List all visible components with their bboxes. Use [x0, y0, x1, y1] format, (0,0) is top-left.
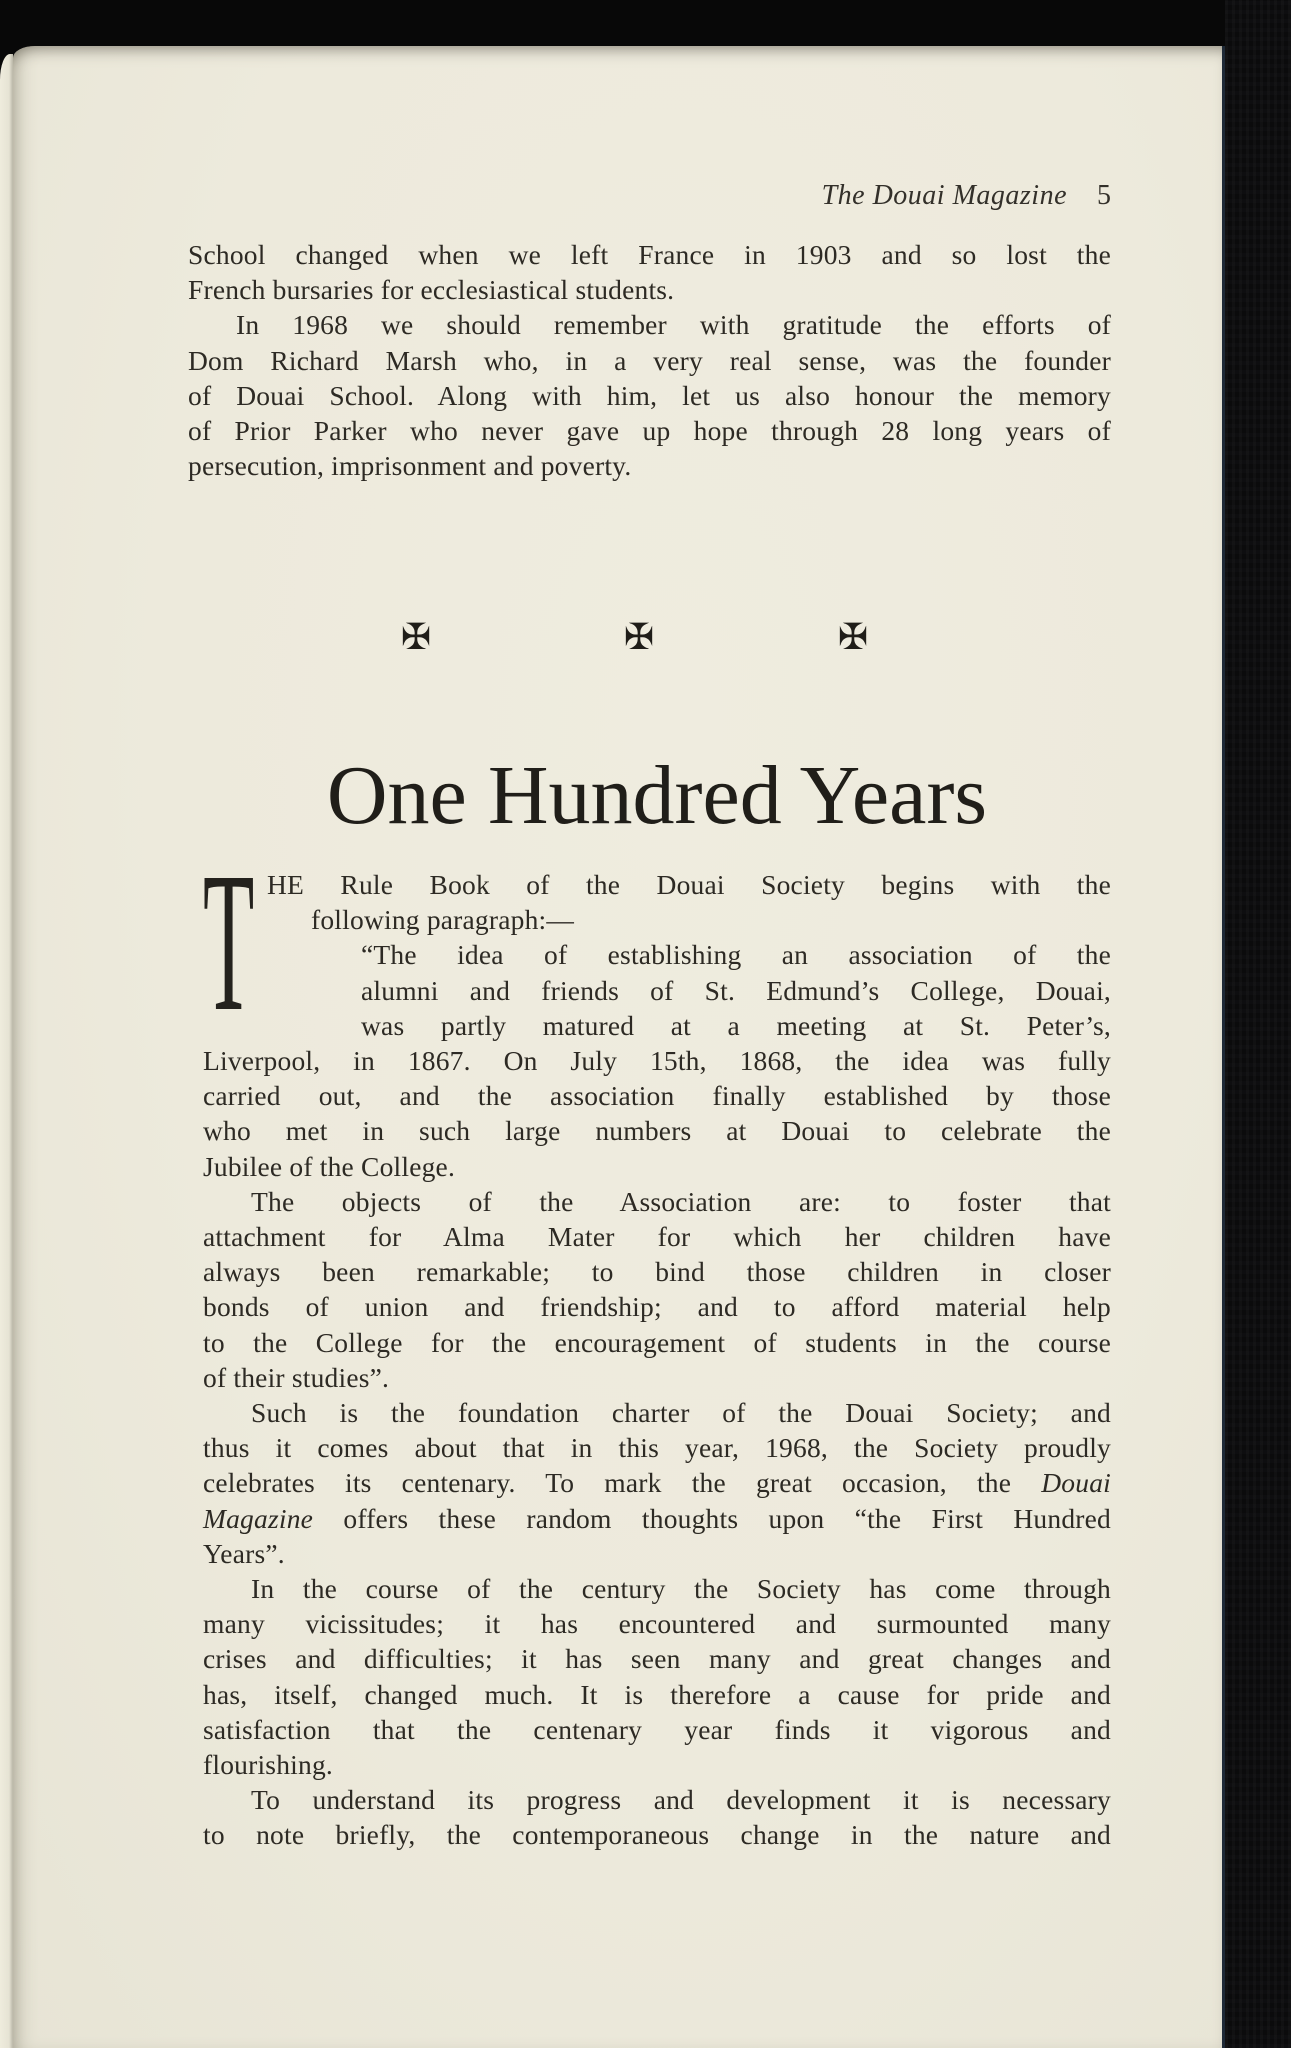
text-line: thus it comes about that in this year, 1968, the Society proudly [203, 1432, 1111, 1464]
text-line: of Douai School. Along with him, let us also honour the memory [188, 379, 1111, 411]
text-line: to note briefly, the contemporaneous change in the nature and [203, 1819, 1111, 1851]
text-line: persecution, imprisonment and poverty. [188, 450, 632, 482]
paragraph-lines [203, 832, 1111, 1184]
paragraph [203, 1571, 1111, 1782]
paragraph [203, 832, 1111, 1184]
text-line: following paragraph:— [311, 904, 575, 936]
magazine-title: The Douai Magazine [821, 180, 1067, 211]
paragraph [188, 307, 1111, 483]
drop-cap-letter: T [203, 832, 255, 1053]
text-line: to the College for the encouragement of students in the course [203, 1326, 1111, 1358]
text-line: Liverpool, in 1867. On July 15th, 1868, the idea was fully [203, 1045, 1111, 1077]
section-divider [203, 618, 1111, 658]
text-line: flourishing. [203, 1749, 333, 1781]
article-body [203, 832, 1111, 1853]
text-line: of their studies”. [203, 1361, 390, 1393]
text-line: always been remarkable; to bind those children in closer [203, 1256, 1111, 1288]
text-line: celebrates its centenary. To mark the great occasion, the Douai [203, 1467, 1111, 1499]
text-line: carried out, and the association finally established by those [203, 1080, 1111, 1112]
text-line: crises and difficulties; it has seen many and great changes and [203, 1643, 1111, 1675]
magazine-page [13, 46, 1225, 2048]
text-line: attachment for Alma Mater for which her children have [203, 1221, 1111, 1253]
text-line: HE Rule Book of the Douai Society begins with the [267, 869, 1111, 900]
text-line: Jubilee of the College. [203, 1150, 456, 1182]
text-line: was partly matured at a meeting at St. Peter’s, [361, 1009, 1111, 1041]
text-line: of Prior Parker who never gave up hope through 28 long years of [188, 415, 1111, 447]
page-edge-curl [0, 54, 13, 2048]
text-line: satisfaction that the centenary year finds it vigorous and [203, 1713, 1111, 1745]
text-line: Dom Richard Marsh who, in a very real sense, was the founder [188, 344, 1111, 376]
text-line: In the course of the century the Society has come through [251, 1573, 1111, 1605]
article-title: One Hundred Years [326, 749, 988, 842]
paragraph [203, 1782, 1111, 1852]
text-line: who met in such large numbers at Douai to celebrate the [203, 1115, 1111, 1147]
maltese-cross-icon: ✠ [837, 617, 869, 658]
text-line: bonds of union and friendship; and to afford material help [203, 1291, 1111, 1323]
page-number: 5 [1097, 180, 1111, 211]
text-line: French bursaries for ecclesiastical students. [188, 274, 675, 306]
text-line: School changed when we left France in 1903 and so lost the [188, 239, 1111, 270]
paragraph [188, 237, 1111, 307]
paragraph [203, 1184, 1111, 1395]
text-line: Such is the foundation charter of the Douai Society; and [251, 1397, 1111, 1429]
text-line: many vicissitudes; it has encountered and surmounted many [203, 1608, 1111, 1640]
text-line: In 1968 we should remember with gratitude the efforts of [236, 309, 1111, 341]
book-binding [1225, 0, 1291, 2048]
text-line: “The idea of establishing an association of the [361, 939, 1111, 971]
maltese-cross-icon: ✠ [623, 617, 655, 658]
intro-section [188, 237, 1111, 483]
text-line: To understand its progress and development it is necessary [251, 1784, 1111, 1816]
text-line: has, itself, changed much. It is therefore a cause for pride and [203, 1678, 1111, 1710]
paragraph [203, 1395, 1111, 1571]
text-line: The objects of the Association are: to foster that [251, 1185, 1111, 1217]
running-header [188, 178, 1111, 213]
text-line: alumni and friends of St. Edmund’s College, Douai, [361, 974, 1111, 1006]
text-line: Magazine offers these random thoughts upon “the First Hundred [203, 1502, 1111, 1534]
text-line: Years”. [203, 1537, 285, 1569]
maltese-cross-icon: ✠ [400, 617, 432, 658]
